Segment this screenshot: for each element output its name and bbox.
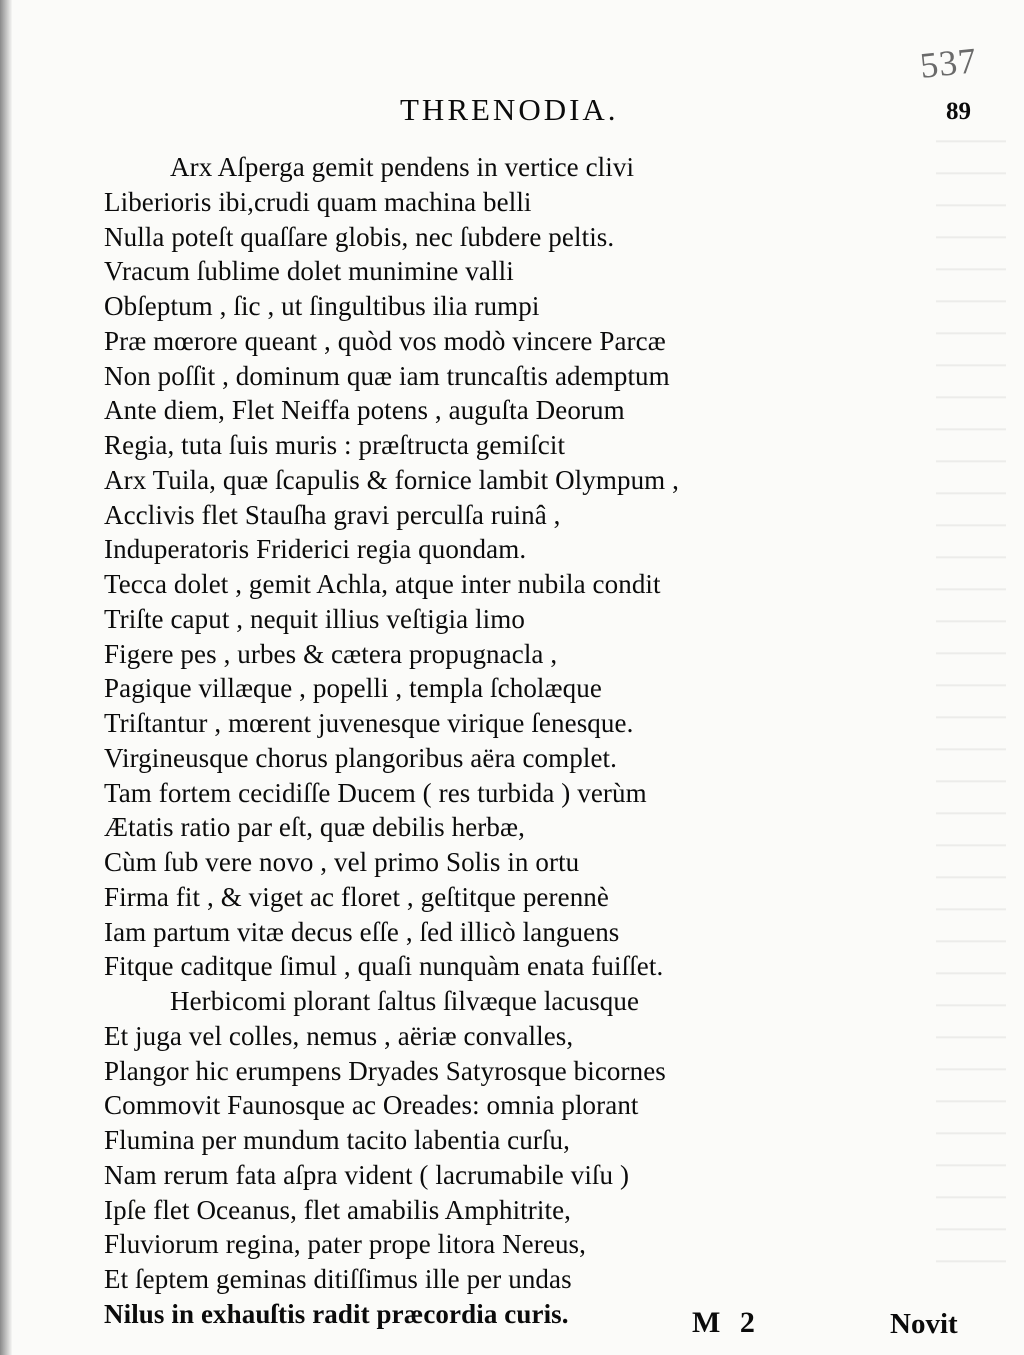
handwritten-folio-number: 537 [918,40,979,86]
verse-line: Ipſe flet Oceanus, flet amabilis Amphitrite, [104,1194,572,1225]
verse-line: Figere pes , urbes & cætera propugnacla , [104,638,558,669]
verse-line: Ætatis ratio par eſt, quæ debilis herbæ, [104,812,525,843]
verse-line: Nulla poteſt quaſſare globis, nec ſubdere peltis. [104,221,615,252]
catchword: Novit [890,1308,958,1340]
verse-line: Non poſſit , dominum quæ iam truncaſtis ademptum [104,360,670,391]
verse-line: Induperatoris Friderici regia quondam. [104,534,527,565]
verse-line: Fluviorum regina, pater prope litora Nereus, [104,1229,587,1260]
binding-shadow [0,0,12,1355]
verse-line: Fitque caditque ſimul , quaſi nunquàm enata fuiſſet. [104,951,664,982]
verse-line: Tam fortem cecidiſſe Ducem ( res turbida ) verùm [104,777,647,808]
verse-line: Herbicomi plorant ſaltus ſilvæque lacusque [170,986,640,1016]
verse-line: Et ſeptem geminas ditiſſimus ille per undas [104,1264,572,1294]
verse-line: Triſte caput , nequit illius veſtigia limo [104,603,525,634]
verse-line: Nilus in exhauſtis radit præcordia curis. [104,1298,569,1329]
verse-line: Cùm ſub vere novo , vel primo Solis in ortu [104,847,580,877]
running-title: THRENODIA. [400,92,619,127]
verse-line: Acclivis flet Stauſha gravi perculſa ruinâ , [104,499,561,530]
verse-line: Obſeptum , ſic , ut ſingultibus ilia rumpi [104,291,540,321]
verse-line: Tecca dolet , gemit Achla, atque inter nubila condit [104,569,661,599]
verse-line: Plangor hic erumpens Dryades Satyrosque bicornes [104,1055,666,1086]
poem-text [104,150,984,1332]
page-footer [0,1306,1024,1346]
verse-line: Vracum ſublime dolet munimine valli [104,256,514,287]
verse-line: Nam rerum fata aſpra vident ( lacrumabile viſu ) [104,1159,630,1190]
verse-line: Regia, tuta ſuis muris : præſtructa gemiſcit [104,430,566,460]
verse-line: Commovit Faunosque ac Oreades: omnia plorant [104,1090,639,1121]
signature-mark: M 2 [692,1306,761,1339]
verse-line: Liberioris ibi,crudi quam machina belli [104,186,532,217]
verse-line: Et juga vel colles, nemus , aëriæ convalles, [104,1020,574,1051]
page-number: 89 [946,98,971,125]
verse-line: Virgineusque chorus plangoribus aëra complet. [104,742,617,773]
verse-line: Ante diem, Flet Neiffa potens , auguſta Deorum [104,395,625,426]
verse-line: Flumina per mundum tacito labentia curſu, [104,1125,570,1155]
verse-line: Firma fit , & viget ac floret , geſtitque perennè [104,881,609,912]
verse-line: Triſtantur , mœrent juvenesque virique ſenesque. [104,708,634,738]
verse-line: Pagique villæque , popelli , templa ſcholæque [104,673,602,704]
verse-line: Arx Aſperga gemit pendens in vertice clivi [170,152,635,182]
verse-line: Iam partum vitæ decus eſſe , ſed illicò languens [104,916,620,947]
verse-line: Arx Tuila, quæ ſcapulis & fornice lambit Olympum , [104,464,679,495]
verse-line: Præ mœrore queant , quòd vos modò vincere Parcæ [104,325,666,356]
